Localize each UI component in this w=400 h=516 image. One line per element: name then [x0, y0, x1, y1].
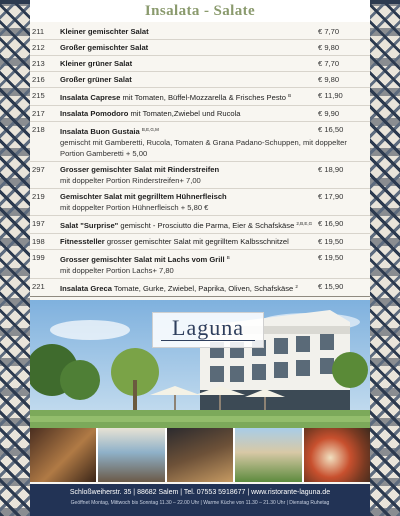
item-number: 219: [32, 192, 45, 201]
item-number: 198: [32, 237, 45, 246]
item-number: 216: [32, 75, 45, 84]
menu-item: [30, 56, 370, 72]
item-price: € 9,90: [318, 109, 340, 118]
item-note: mit doppelter Portion Rinderstreifen+ 7,00: [60, 176, 201, 185]
item-note: mit doppelter Portion Hühnerfleisch + 5,80 €: [60, 203, 209, 212]
menu-item: [30, 88, 370, 106]
divider: [30, 296, 370, 297]
item-number: 199: [32, 253, 45, 262]
menu-item: [30, 106, 370, 122]
item-name: Insalata Caprese: [60, 93, 121, 102]
photo-bar-interior: [30, 428, 96, 482]
menu-page: [30, 0, 370, 516]
menu-list: [30, 24, 370, 297]
item-price: € 19,50: [318, 253, 344, 262]
allergen-codes: B: [226, 255, 230, 260]
item-name: Insalata Greca: [60, 284, 112, 293]
item-note: gemischt mit Gamberetti, Rucola, Tomaten & Grana Padano-Schuppen, mit doppelter Portion Gamberetti + 5,00: [60, 138, 347, 158]
item-number: 215: [32, 91, 45, 100]
item-number: 218: [32, 125, 45, 134]
item-description: mit Tomaten, Büffel-Mozzarella & Frisches Pesto: [122, 93, 286, 102]
photo-lounge: [167, 428, 233, 482]
item-name: Großer grüner Salat: [60, 75, 132, 84]
item-name: Kleiner gemischter Salat: [60, 27, 149, 36]
item-price: € 15,90: [318, 282, 344, 291]
item-name: Insalata Buon Gustaia: [60, 127, 140, 136]
item-number: 212: [32, 43, 45, 52]
menu-item: [30, 162, 370, 189]
item-description: grosser gemischter Salat mit gegrilltem Kalbsschnitzel: [106, 237, 289, 246]
menu-item: [30, 122, 370, 162]
item-price: € 16,90: [318, 219, 344, 228]
item-number: 217: [32, 109, 45, 118]
item-name: Fitnessteller: [60, 237, 105, 246]
decorative-tile-border-left: [0, 0, 30, 516]
allergen-codes: B,E,G,M: [141, 127, 159, 132]
item-number: 213: [32, 59, 45, 68]
item-number: 197: [32, 219, 45, 228]
restaurant-logo: [152, 312, 264, 348]
item-number: 297: [32, 165, 45, 174]
page-title: Insalata - Salate: [144, 3, 256, 19]
photo-terrace: [235, 428, 301, 482]
photo-dining-room: [98, 428, 164, 482]
menu-item: [30, 24, 370, 40]
logo-underline: [161, 340, 255, 341]
menu-item: [30, 234, 370, 250]
decorative-tile-border-right: [370, 0, 400, 516]
item-name: Kleiner grüner Salat: [60, 59, 133, 68]
item-description: mit Tomaten,Zwiebel und Rucola: [130, 109, 241, 118]
photo-strip: [30, 428, 370, 482]
allergen-codes: B: [288, 93, 292, 98]
item-price: € 9,80: [318, 43, 340, 52]
opening-hours: Geöffnet Montag, Mittwoch bis Sonntag 11.30 – 22.00 Uhr | Warme Küche von 11.30 – 21.30 Uhr | Dienstag Ruhetag: [70, 500, 330, 506]
item-name: Grosser gemischter Salat mit Lachs vom Grill: [60, 255, 225, 264]
item-name: Salat "Surprise": [60, 221, 119, 230]
item-note: mit doppelter Portion Lachs+ 7,80: [60, 266, 174, 275]
logo-text: Laguna: [172, 315, 244, 340]
allergen-codes: 2,B,E,G: [296, 221, 313, 226]
item-number: 221: [32, 282, 45, 291]
item-price: € 9,80: [318, 75, 340, 84]
menu-item: [30, 72, 370, 88]
item-price: € 16,50: [318, 125, 344, 134]
item-price: € 18,90: [318, 165, 344, 174]
menu-item: [30, 250, 370, 279]
allergen-codes: 2: [295, 284, 298, 289]
contact-footer: [30, 484, 370, 516]
item-name: Grosser gemischter Salat mit Rinderstreifen: [60, 165, 220, 174]
item-number: 211: [32, 27, 45, 36]
photo-food: [304, 428, 370, 482]
item-price: € 7,70: [318, 27, 340, 36]
item-price: € 17,90: [318, 192, 344, 201]
menu-item: [30, 189, 370, 216]
menu-item: [30, 40, 370, 56]
item-name: Insalata Pomodoro: [60, 109, 129, 118]
item-price: € 7,70: [318, 59, 340, 68]
item-price: € 11,90: [318, 91, 343, 100]
menu-item: [30, 216, 370, 234]
item-name: Gemischter Salat mit gegrilltem Hühnerfleisch: [60, 192, 227, 201]
address-line: Schloßweiherstr. 35 | 88682 Salem | Tel. 07553 5918677 | www.ristorante-laguna.de: [69, 489, 331, 496]
item-description: gemischt - Prosciutto die Parma, Eier & Schafskäse: [120, 221, 295, 230]
item-description: Tomate, Gurke, Zwiebel, Paprika, Oliven, Schafskäse: [113, 284, 294, 293]
menu-item: [30, 279, 370, 297]
item-name: Großer gemischter Salat: [60, 43, 149, 52]
item-price: € 19,50: [318, 237, 344, 246]
title-bar: [30, 0, 370, 22]
